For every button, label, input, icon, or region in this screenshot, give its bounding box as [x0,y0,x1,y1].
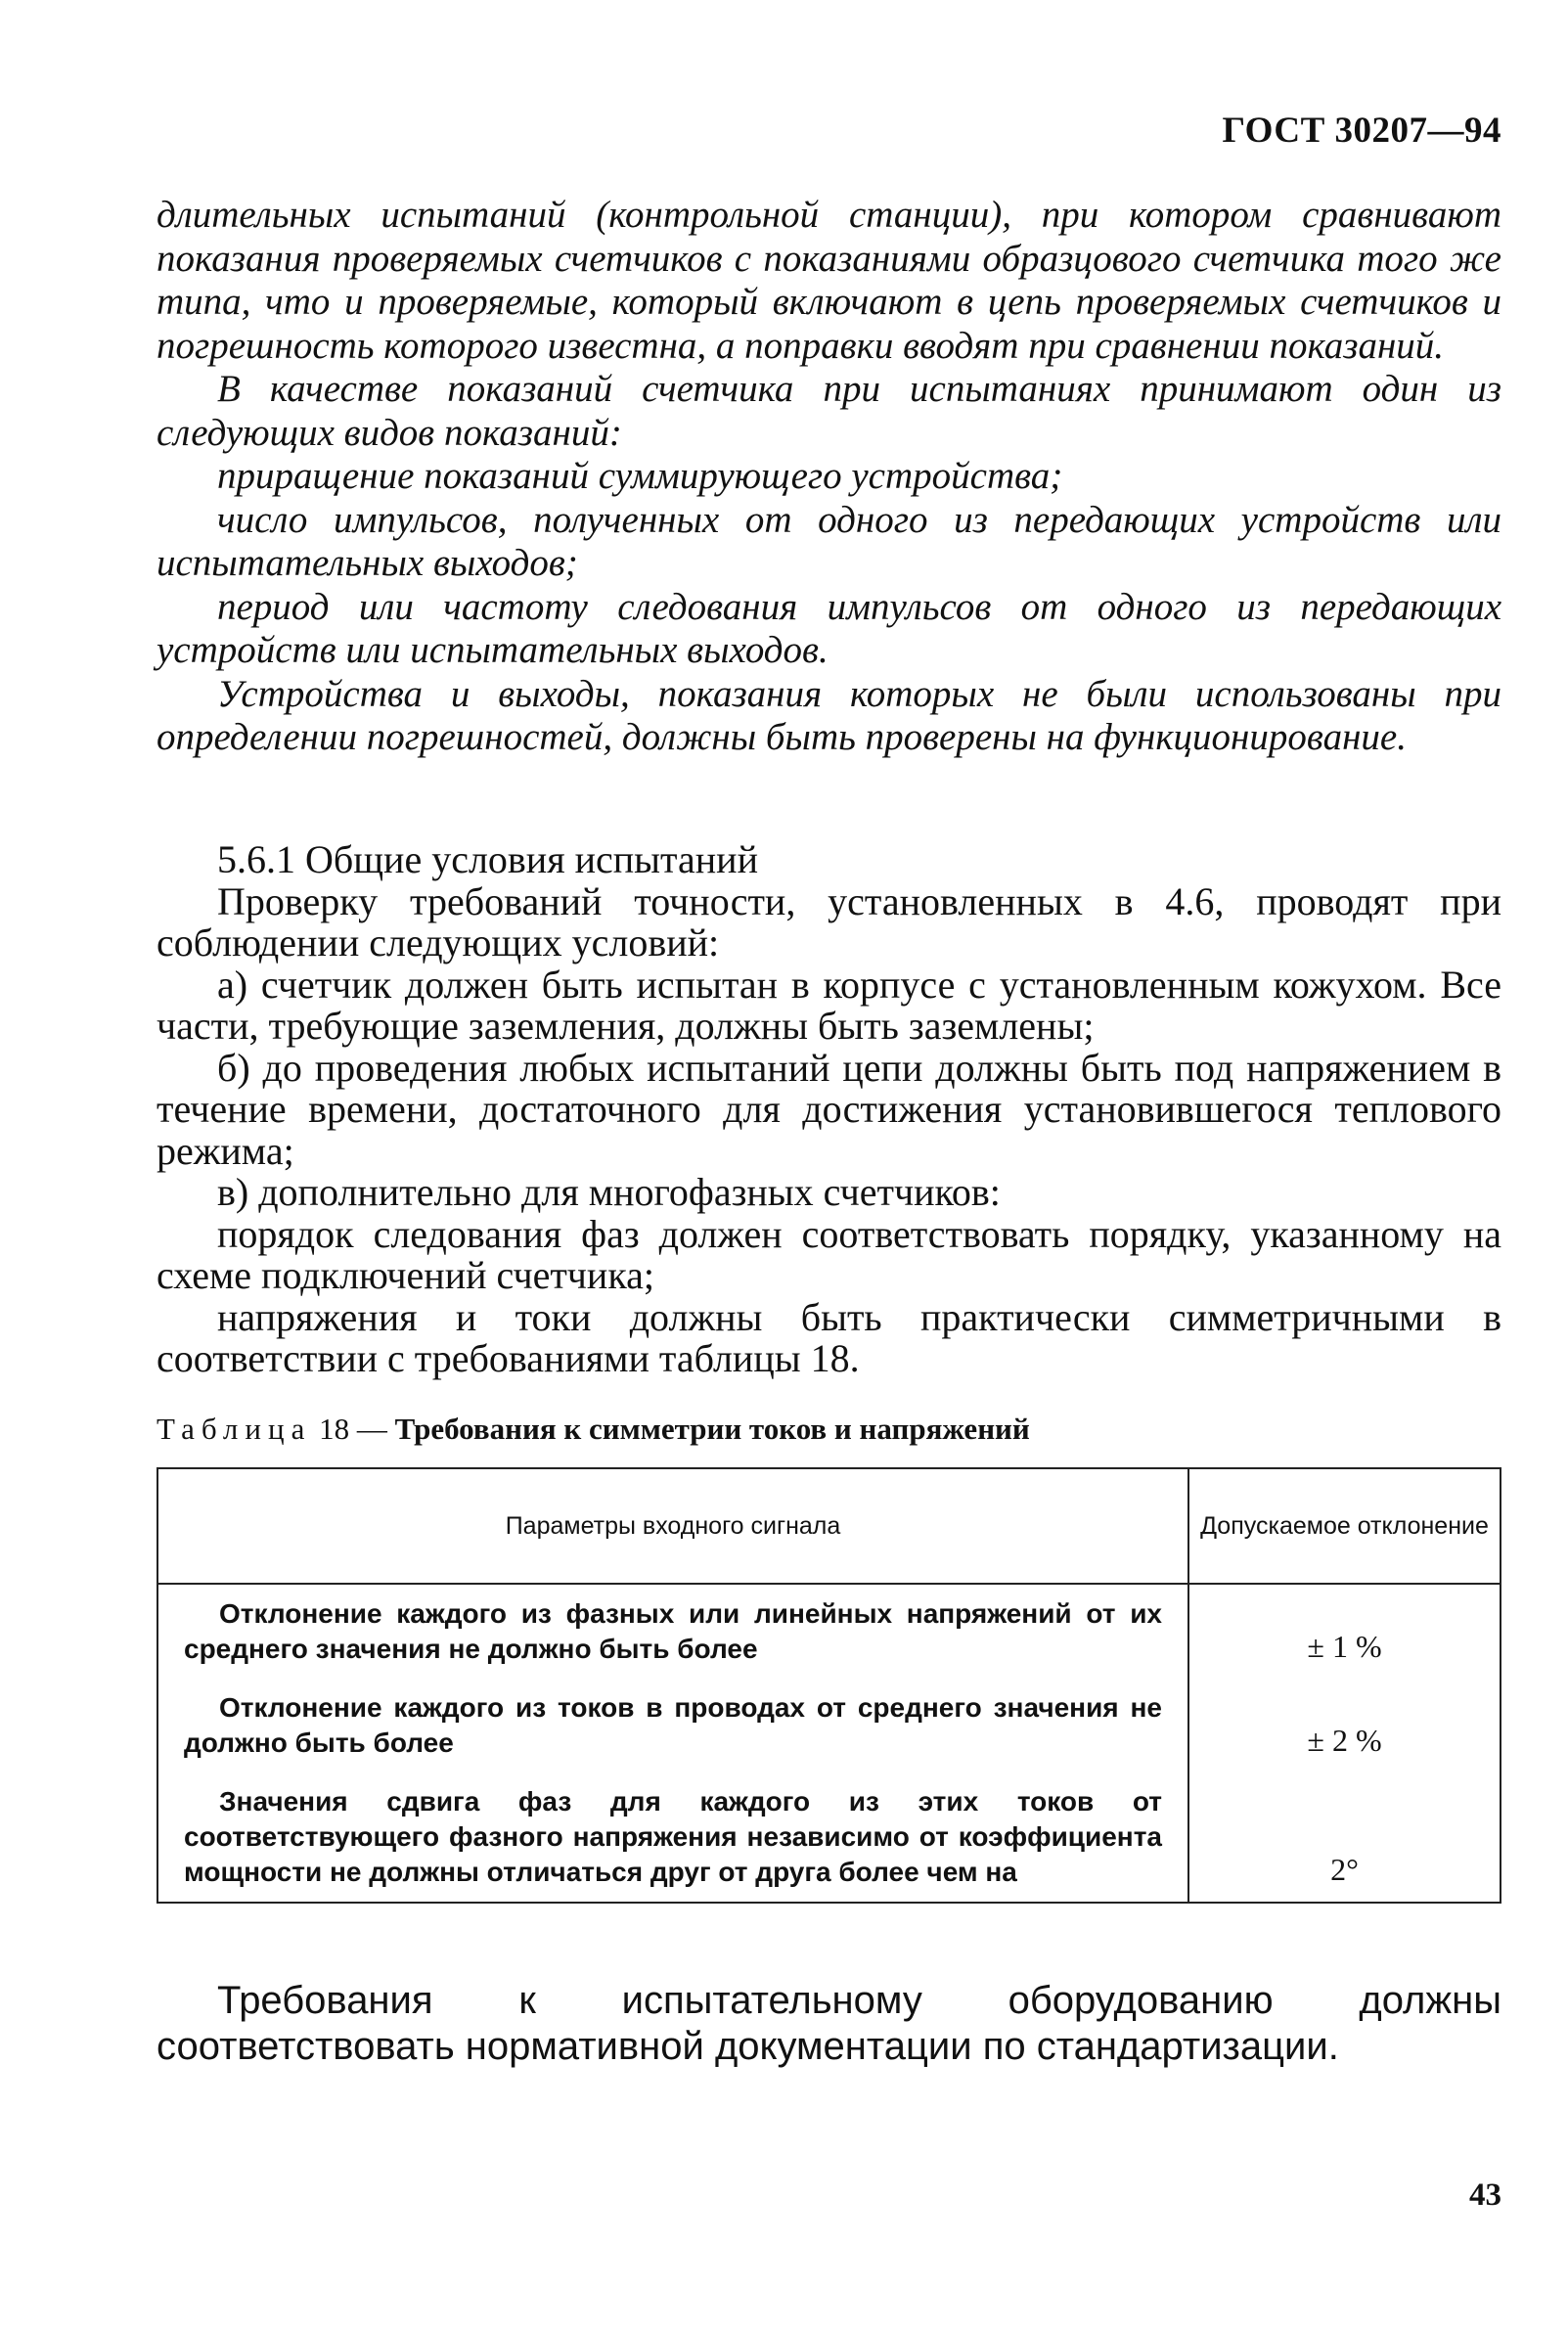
cell-text: Отклонение каждого из токов в проводах от среднего значения не должно быть более [184,1692,1162,1758]
paragraph: напряжения и токи должны быть практически симметричными в соответствии с требованиями таблицы 18. [157,1294,1501,1380]
cell-text: Отклонение каждого из фазных или линейных напряжений от их среднего значения не должно быть более [184,1598,1162,1664]
closing-text-block [157,1978,1501,2070]
list-item: б) до проведения любых испытаний цепи должны быть под напряжением в течение времени, достаточного для достижения установившегося теплового режима; [157,1045,1501,1173]
cell-text: Значения сдвига фаз для каждого из этих токов от соответствующего фазного напряжения независимо от коэффициента мощности не должны отличаться друг от друга более чем на [184,1786,1162,1887]
paragraph: В качестве показаний счетчика при испытаниях принимают один из следующих видов показаний: [157,368,1501,454]
paragraph: Проверку требований точности, установленных в 4.6, проводят при соблюдении следующих условий: [157,878,1501,965]
paragraph: длительных испытаний (контрольной станции), при котором сравнивают показания проверяемых счетчиков с показаниями образцового счетчика того же типа, что и проверяемые, который включают в цепь проверяемых счетчиков и погрешность которого известна, а поправки вводят при сравнении показаний. [157,194,1501,367]
paragraph: порядок следования фаз должен соответствовать порядку, указанному на схеме подключений счетчика; [157,1211,1501,1297]
paragraph: Требования к испытательному оборудованию должны соответствовать нормативной документации по стандартизации. [157,1979,1501,2068]
section-heading: 5.6.1 Общие условия испытаний [217,837,758,881]
column-header-deviation: Допускаемое отклонение [1188,1468,1501,1584]
paragraph: число импульсов, полученных от одного из передающих устройств или испытательных выходов; [157,498,1501,584]
table-row [157,1679,1501,1772]
symmetry-requirements-table [157,1467,1501,1904]
italic-text-block [157,194,1501,760]
table-cell-value: 2° [1188,1772,1501,1903]
column-header-param: Параметры входного сигнала [157,1468,1188,1584]
table-cell-value: ± 1 % [1188,1584,1501,1679]
list-item: а) счетчик должен быть испытан в корпусе с установленным кожухом. Все части, требующие заземления, должны быть заземлены; [157,962,1501,1048]
table-cell-value: ± 2 % [1188,1679,1501,1772]
table-caption-title: Требования к симметрии токов и напряжений [394,1412,1030,1446]
table-caption-label: Таблица [157,1412,312,1446]
table-row [157,1584,1501,1679]
paragraph: Устройства и выходы, показания которых не были использованы при определении погрешностей, должны быть проверены на функционирование. [157,672,1501,758]
table-caption-number: 18 — [319,1412,387,1446]
page-number: 43 [1469,2177,1501,2213]
list-item: в) дополнительно для многофазных счетчиков: [217,1170,1001,1214]
table-cell-param [157,1679,1188,1772]
document-code: ГОСТ 30207—94 [1222,111,1501,151]
table-header-row [157,1468,1501,1584]
table-caption [157,1412,1030,1447]
table-cell-param [157,1584,1188,1679]
table-cell-param [157,1772,1188,1903]
conditions-text-block [157,839,1501,1380]
table-row [157,1772,1501,1903]
paragraph: приращение показаний суммирующего устройства; [217,455,1063,497]
paragraph: период или частоту следования импульсов от одного из передающих устройств или испытательных выходов. [157,585,1501,671]
